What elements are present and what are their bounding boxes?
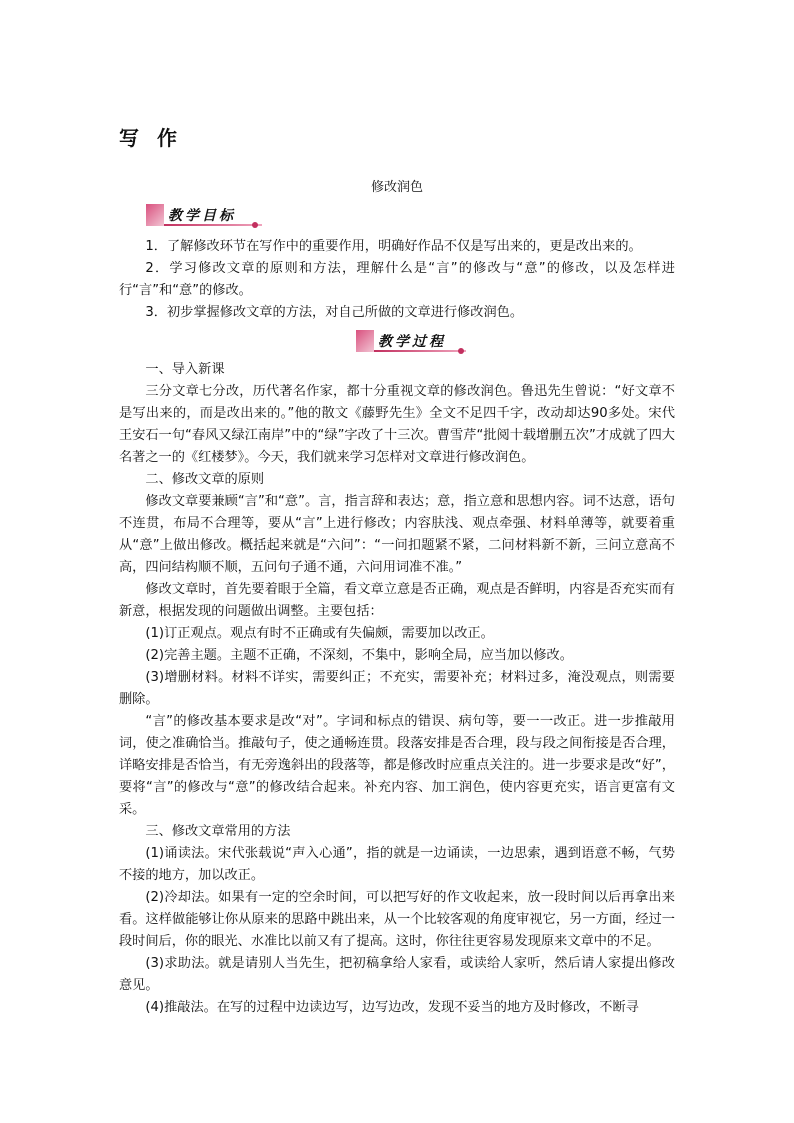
heading-char-1: 写	[119, 126, 141, 150]
list-item-2: (2)完善主题。主题不正确，不深刻，不集中，影响全局，应当加以修改。	[145, 648, 573, 663]
banner-label: 教学过程	[378, 334, 446, 350]
banner-corner-icon	[146, 204, 164, 226]
method-item-2: (2)冷却法。如果有一定的空余时间，可以把写好的作文收起来，放一段时间以后再拿出来看。这样做能够让你从原来的思路中跳出来，从一个比较客观的角度审视它，另一方面，经过一段时间后，你的眼光、水准比以前又有了提高。这时，你往往更容易发现原来文章中的不足。	[119, 890, 675, 949]
paragraph-principles: 修改文章要兼顾“言”和“意”。言，指言辞和表达；意，指立意和思想内容。词不达意，语句不连贯，布局不合理等，要从“言”上进行修改；内容肤浅、观点牵强、材料单薄等，就要着重从“意”上做出修改。概括起来就是“六问”：“一问扣题紧不紧，二问材料新不新，三问立意高不高，四问结构顺不顺，五问句子通不通，六问用词准不准。”	[119, 494, 675, 575]
teaching-goals-banner	[146, 204, 262, 226]
list-item-1: (1)订正观点。观点有时不正确或有失偏颇，需要加以改正。	[145, 626, 494, 641]
section-heading	[119, 122, 179, 151]
banner-underline	[374, 350, 466, 352]
method-item-3: (3)求助法。就是请别人当先生，把初稿拿给人家看，或读给人家听，然后请人家提出修改意见。	[119, 956, 675, 993]
teaching-process-banner	[356, 330, 468, 352]
section-heading-principles: 二、修改文章的原则	[145, 472, 265, 487]
banner-underline	[164, 224, 262, 226]
paragraph-intro: 三分文章七分改，历代著名作家，都十分重视文章的修改润色。鲁迅先生曾说：“好文章不是写出来的，而是改出来的。”他的散文《藤野先生》全文不足四千字，改动却达90多处。宋代王安石一句“春风又绿江南岸”中的“绿”字改了十三次。曹雪芹“批阅十载增删五次”才成就了四大名著之一的《红楼梦》。今天，我们就来学习怎样对文章进行修改润色。	[119, 384, 675, 465]
banner-corner-icon	[356, 330, 374, 352]
paragraph-overall: 修改文章时，首先要着眼于全篇，看文章立意是否正确，观点是否鲜明，内容是否充实而有新意，根据发现的问题做出调整。主要包括：	[119, 582, 675, 619]
banner-dot-icon	[252, 222, 258, 228]
goal-item-3: 3．初步掌握修改文章的方法，对自己所做的文章进行修改润色。	[145, 305, 524, 320]
goal-item-1: 1．了解修改环节在写作中的重要作用，明确好作品不仅是写出来的，更是改出来的。	[145, 239, 642, 254]
paragraph-language: “言”的修改基本要求是改“对”。字词和标点的错误、病句等，要一一改正。进一步推敲用词，使之准确恰当。推敲句子，使之通畅连贯。段落安排是否合理，段与段之间衔接是否合理，详略安排是否恰当，有无旁逸斜出的段落等，都是修改时应重点关注的。进一步要求是改“好”，要将“言”的修改与“意”的修改结合起来。补充内容、加工润色，使内容更充实，语言更富有文采。	[119, 714, 675, 817]
process-section	[119, 359, 675, 1019]
banner-dot-icon	[458, 348, 464, 354]
method-item-1: (1)诵读法。宋代张载说“声入心通”，指的就是一边诵读，一边思索，遇到语意不畅，气势不接的地方，加以改正。	[119, 846, 675, 883]
method-item-4: (4)推敲法。在写的过程中边读边写，边写边改，发现不妥当的地方及时修改，不断寻	[145, 1000, 639, 1015]
list-item-3: (3)增删材料。材料不详实，需要纠正；不充实，需要补充；材料过多，淹没观点，则需要删除。	[119, 670, 675, 707]
section-heading-methods: 三、修改文章常用的方法	[145, 824, 291, 839]
heading-char-2: 作	[157, 126, 179, 150]
goals-section	[119, 236, 675, 324]
lesson-title: 修改润色	[370, 180, 423, 195]
banner-label: 教学目标	[168, 208, 236, 224]
section-heading-intro: 一、导入新课	[145, 362, 225, 377]
goal-item-2: 2．学习修改文章的原则和方法，理解什么是“言”的修改与“意”的修改，以及怎样进行“言”和“意”的修改。	[119, 261, 675, 298]
